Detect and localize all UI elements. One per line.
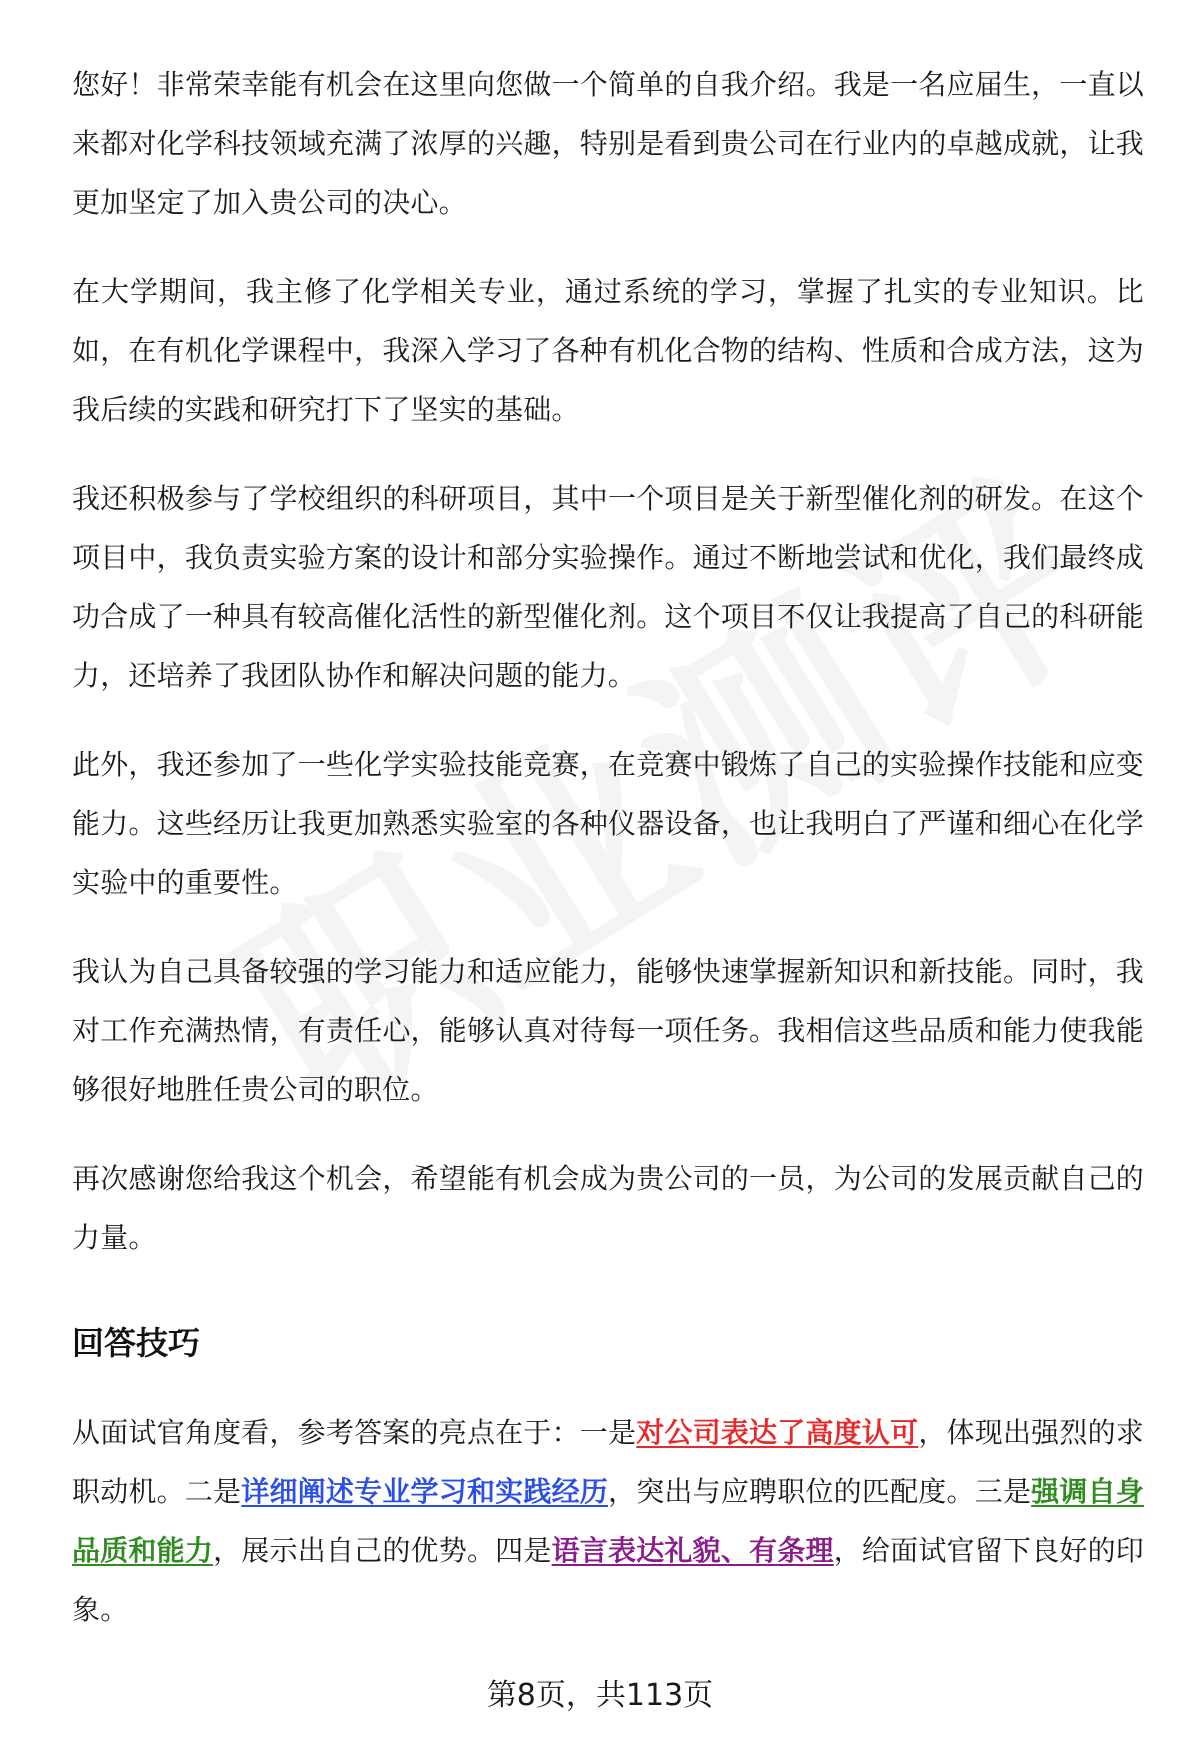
- highlight-company-recognition: 对公司表达了高度认可: [636, 1416, 919, 1449]
- highlight-polite-expression: 语言表达礼貌、有条理: [551, 1534, 834, 1567]
- section-title-tips: 回答技巧: [72, 1324, 201, 1362]
- paragraph-2: 在大学期间，我主修了化学相关专业，通过系统的学习，掌握了扎实的专业知识。比如，在有机化学课程中，我深入学习了各种有机化合物的结构、性质和合成方法，这为我后续的实践和研究打下了坚实的基础。: [72, 275, 1144, 426]
- tips-text-2: ，突出与应聘职位的匹配度。三是: [608, 1475, 1032, 1508]
- page-number-footer: 第8页，共113页: [486, 1678, 714, 1713]
- tips-text-3: ，展示出自己的优势。四是: [213, 1534, 552, 1567]
- tips-text-1: ，体现出强烈的求职动机。二是: [72, 1416, 1144, 1508]
- highlight-qualities: 强调自身品质和能力: [72, 1475, 1144, 1567]
- paragraph-5: 我认为自己具备较强的学习能力和适应能力，能够快速掌握新知识和新技能。同时，我对工作充满热情，有责任心，能够认真对待每一项任务。我相信这些品质和能力使我能够很好地胜任贵公司的职位。: [72, 955, 1144, 1106]
- tips-text-4: ，给面试官留下良好的印象。: [72, 1534, 1145, 1626]
- tips-text-intro: 从面试官角度看，参考答案的亮点在于：一是: [72, 1416, 637, 1449]
- highlight-study-experience: 详细阐述专业学习和实践经历: [241, 1475, 608, 1508]
- tips-paragraph: [72, 1403, 1144, 1639]
- paragraph-3: 我还积极参与了学校组织的科研项目，其中一个项目是关于新型催化剂的研发。在这个项目中，我负责实验方案的设计和部分实验操作。通过不断地尝试和优化，我们最终成功合成了一种具有较高催化活性的新型催化剂。这个项目不仅让我提高了自己的科研能力，还培养了我团队协作和解决问题的能力。: [72, 482, 1144, 692]
- paragraph-6: 再次感谢您给我这个机会，希望能有机会成为贵公司的一员，为公司的发展贡献自己的力量。: [72, 1162, 1144, 1254]
- paragraph-1: 您好！非常荣幸能有机会在这里向您做一个简单的自我介绍。我是一名应届生，一直以来都对化学科技领域充满了浓厚的兴趣，特别是看到贵公司在行业内的卓越成就，让我更加坚定了加入贵公司的决心。: [72, 68, 1144, 219]
- document-content: [72, 55, 1144, 1669]
- paragraph-4: 此外，我还参加了一些化学实验技能竞赛，在竞赛中锻炼了自己的实验操作技能和应变能力。这些经历让我更加熟悉实验室的各种仪器设备，也让我明白了严谨和细心在化学实验中的重要性。: [72, 748, 1144, 899]
